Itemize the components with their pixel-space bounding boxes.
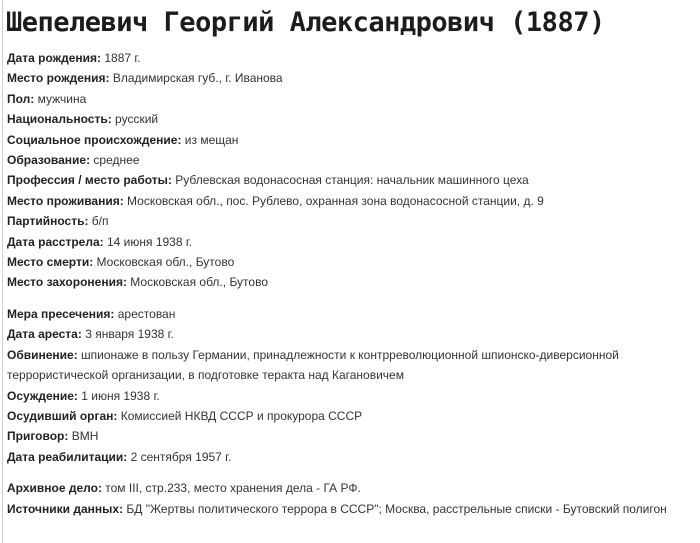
field-residence — [7, 191, 693, 211]
field-value: 14 июня 1938 г. — [103, 234, 193, 249]
field-label: Место захоронения: — [7, 275, 127, 290]
field-burial-place — [7, 272, 693, 292]
field-label: Национальность: — [7, 112, 112, 127]
field-value: мужчина — [34, 91, 87, 106]
field-label: Обвинение: — [7, 347, 78, 362]
field-sentencing-body — [7, 406, 693, 426]
field-label: Место смерти: — [7, 255, 94, 270]
field-label: Дата ареста: — [7, 327, 82, 342]
field-party — [7, 211, 693, 231]
field-label: Партийность: — [7, 214, 89, 229]
field-value: среднее — [90, 153, 140, 168]
field-value: русский — [111, 112, 159, 127]
field-label: Место проживания: — [7, 193, 124, 208]
field-value: Московская обл., пос. Рублево, охранная зона водонасосной станции, д. 9 — [123, 193, 544, 208]
field-value: Комиссией НКВД СССР и прокурора СССР — [117, 408, 363, 423]
field-label: Пол: — [7, 91, 35, 106]
field-value: арестован — [114, 306, 176, 321]
field-value: 1887 г. — [101, 51, 141, 65]
field-data-sources — [7, 499, 693, 519]
section-gap — [7, 293, 693, 304]
field-label: Социальное происхождение: — [7, 132, 182, 147]
field-value: Владимирская губ., г. Иванова — [109, 71, 283, 86]
field-label: Дата расстрела: — [7, 234, 104, 249]
page-title: Шепелевич Георгий Александрович (1887) — [6, 7, 605, 38]
field-value: Московская обл., Бутово — [126, 275, 268, 290]
field-value: б/п — [88, 214, 109, 229]
field-value: БД "Жертвы политического террора в СССР"; Москва, расстрельные списки - Бутовский полигон — [123, 501, 667, 516]
field-nationality — [7, 109, 693, 129]
field-restraint — [7, 304, 693, 324]
field-label: Источники данных: — [7, 501, 124, 516]
field-charge — [7, 345, 693, 386]
record-fields — [7, 48, 693, 519]
field-value: шпионаже в пользу Германии, принадлежности к контрреволюционной шпионско-диверсионной террористической организации, в подготовке теракта над Кагановичем — [7, 347, 619, 383]
field-label: Приговор: — [7, 429, 69, 444]
field-value: 3 января 1938 г. — [81, 327, 174, 342]
section-gap — [7, 467, 693, 478]
field-label: Профессия / место работы: — [7, 173, 172, 188]
field-value: ВМН — [68, 429, 99, 444]
field-value: из мещан — [181, 132, 239, 147]
field-verdict — [7, 426, 693, 446]
field-archive-case — [7, 478, 693, 498]
field-label: Место рождения: — [7, 71, 110, 86]
field-birth-place — [7, 68, 693, 88]
field-label: Образование: — [7, 153, 91, 168]
field-execution-date — [7, 232, 693, 252]
field-social-origin — [7, 130, 693, 150]
field-label: Архивное дело: — [7, 481, 102, 496]
field-value: 1 июня 1938 г. — [77, 388, 160, 403]
field-value: Московская обл., Бутово — [93, 255, 235, 270]
field-label: Осудивший орган: — [7, 408, 118, 423]
field-value: 2 сентября 1957 г. — [127, 449, 232, 464]
field-death-place — [7, 252, 693, 272]
field-rehabilitation-date — [7, 447, 693, 467]
field-profession — [7, 170, 693, 190]
field-sentence-date — [7, 386, 693, 406]
field-birth-date — [7, 48, 693, 68]
field-label: Осуждение: — [7, 388, 78, 403]
field-label: Мера пресечения: — [7, 306, 115, 321]
field-education — [7, 150, 693, 170]
field-label: Дата реабилитации: — [7, 449, 128, 464]
field-value: Рублевская водонасосная станция: начальник машинного цеха — [171, 173, 529, 188]
field-label: Дата рождения: — [7, 51, 102, 65]
field-sex — [7, 89, 693, 109]
field-arrest-date — [7, 324, 693, 344]
field-value: том III, стр.233, место хранения дела - ГА РФ. — [101, 481, 361, 496]
